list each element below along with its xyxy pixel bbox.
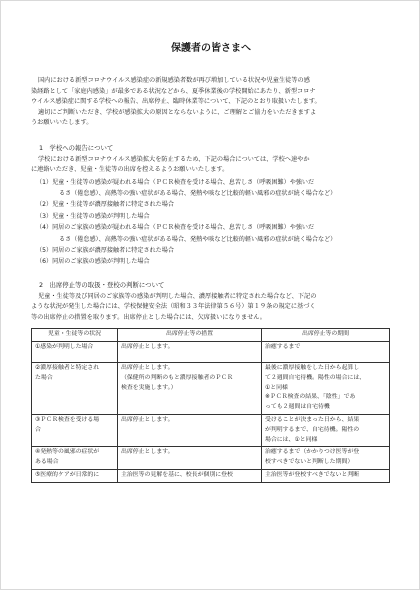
table-header-row [32, 329, 390, 342]
list-item: （4）同居のご家族の感染が疑われる場合（ＰＣＲ検査を受ける場合、息苦しさ（呼吸困難）や強いだ [36, 224, 315, 232]
cell-line: 治癒するまで（かかりつけ医等が登 [265, 449, 360, 456]
table-row [32, 415, 390, 447]
period-cell [262, 470, 390, 483]
status-cell [32, 342, 118, 363]
section2-heading: 2 出席停止等の取扱・登校の判断について [39, 280, 165, 289]
intro-line: うお願いいたします。 [31, 119, 93, 126]
intro-line: ウイルス感染症に関する学校への報告、出席停止、臨時休業等について、下記のとおり取扱いたします。 [31, 98, 321, 105]
status-cell [32, 447, 118, 470]
status-cell [32, 363, 118, 415]
cell-line: 合 [35, 426, 41, 433]
section1-heading: 1 学校への報告について [39, 143, 114, 152]
list-item: （2）児童・生徒等が濃厚接触者に特定された場合 [36, 201, 174, 209]
cell-line: ⑤医療的ケアが日常的に [35, 472, 100, 479]
cell-line: 校すべきでないと判断した期間） [265, 459, 354, 466]
table-header-cell: 児童・生徒等の状況 [32, 329, 118, 342]
section2-body-line: 等の出席停止の措置を取ります。出席停止とした場合には、欠席扱いになりません。 [31, 313, 266, 321]
list-item-continuation: るさ（倦怠感）、高熱等の強い症状がある場合、発熱や咳など比較的軽い風邪の症状が続く場合など） [59, 235, 337, 243]
cell-line: （保健所の判断のもと濃厚接触者のＰＣＲ [121, 374, 233, 381]
intro-line: 国内における新型コロナウイルス感染症の新規感染者数が再び増加している状況や児童生徒等の感 [38, 77, 310, 84]
table-row [32, 342, 390, 363]
measure-cell [118, 470, 262, 483]
cell-line: 場合には、①と同様 [265, 436, 318, 443]
measure-cell [118, 363, 262, 415]
list-item: （3）児童・生徒等の感染が判明した場合 [36, 212, 150, 220]
period-cell [262, 415, 390, 447]
period-cell [262, 363, 390, 415]
intro-line: 適切にご判断いただき、学校が感染拡大の原因とならないように、ご理解とご協力をいただきますよ [38, 108, 317, 116]
table-header-cell: 出席停止等の措置 [118, 329, 262, 342]
cell-line: ※ＰＣＲ検査の結果、「陰性」であ [265, 394, 356, 401]
cell-line: 主治医等の見解を基に、校長が個別に登校 [121, 472, 233, 479]
list-item-continuation: るさ（倦怠感）、高熱等の強い症状がある場合、発熱や咳など比較的軽い風邪の症状が続く場合など） [59, 189, 337, 197]
list-item: （5）同居のご家族が濃厚接触者に特定された場合 [36, 246, 174, 254]
cell-line: て２週間自宅待機。陽性の場合には、 [265, 374, 366, 381]
cell-line: 検査を実施します。） [121, 384, 177, 391]
list-item: （1）児童・生徒等の感染が疑われる場合（ＰＣＲ検査を受ける場合、息苦しさ（呼吸困難）や強いだ [36, 178, 315, 186]
section1-body-line: 学校における新型コロナウイルス感染拡大を防止するため、下記の場合については、学校へ速やか [38, 155, 310, 163]
cell-line: っても２週間は自宅待機 [265, 404, 330, 411]
cell-line: が判明するまで、自宅待機。陽性の [265, 426, 360, 433]
list-item: （6）同居のご家族の感染が判明した場合 [36, 258, 150, 266]
document-title: 保護者の皆さまへ [171, 43, 251, 54]
period-cell [262, 342, 390, 363]
status-cell [32, 470, 118, 483]
cell-line: 受けることが決まった日から、結果 [265, 417, 360, 424]
cell-line: た場合 [35, 374, 53, 381]
cell-line: 治癒するまで [265, 344, 301, 351]
table-row [32, 447, 390, 470]
document-body [31, 39, 391, 483]
table-row [32, 470, 390, 483]
report-items-list [31, 177, 391, 268]
section2-body-line: ような状況が発生した場合には、学校保健安全法（昭和３３年法律第５６号）第１９条の規定に基づく [31, 303, 316, 311]
attendance-table [31, 328, 390, 483]
intro-paragraph [31, 76, 391, 129]
cell-line: 出席停止とします。 [121, 344, 174, 351]
measure-cell [118, 447, 262, 470]
cell-line: ①感染が判明した場合 [35, 344, 94, 351]
measure-cell [118, 342, 262, 363]
cell-line: ③ＰＣＲ検査を受ける場 [35, 417, 100, 424]
cell-line: ④発熱等の風邪の症状が [35, 449, 100, 456]
section2-body-line: 児童・生徒等及び同居のご家族等の感染が判明した場合、濃厚接触者に特定された場合など、下記の [38, 292, 317, 300]
intro-line: 染経路として「家庭内感染」が最多である状況などから、夏季休業後の学校開始にあたり、新型コロナ [31, 87, 316, 95]
status-cell [32, 415, 118, 447]
period-cell [262, 447, 390, 470]
cell-line: 出席停止とします。 [121, 449, 174, 456]
measure-cell [118, 415, 262, 447]
cell-line: ②濃厚接触者と特定され [35, 365, 100, 372]
cell-line: 出席停止とします。 [121, 365, 174, 372]
table-header-cell: 出席停止等の期間 [262, 329, 390, 342]
cell-line: 最後に濃厚接触をした日から起算し [265, 365, 360, 372]
cell-line: ある場合 [35, 459, 59, 466]
cell-line: 主治医等が登校すべきでないと判断 [265, 472, 360, 479]
section1-body-line: に連絡いただき、児童・生徒等の出席を控えるようお願いいたします。 [31, 166, 229, 173]
table-row [32, 363, 390, 415]
cell-line: ①と同様 [265, 384, 288, 391]
cell-line: 出席停止とします。 [121, 417, 174, 424]
